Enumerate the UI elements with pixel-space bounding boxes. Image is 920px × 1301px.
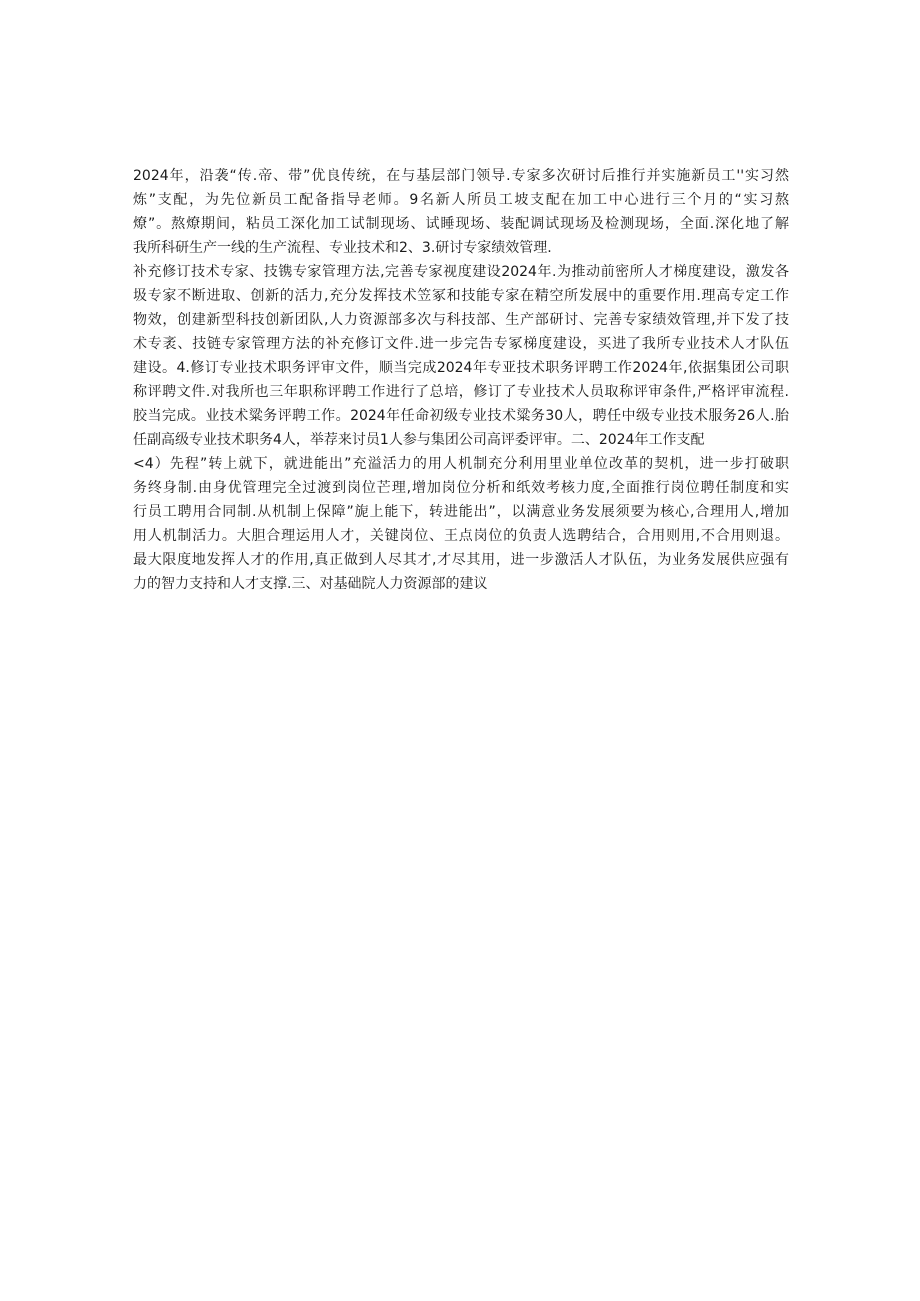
text-line: <4）先程”转上就下，就进能出”充溢活力的用人机制充分利用里业单位改革的契机，进一步打破职: [133, 456, 789, 472]
paragraph-2: [133, 260, 789, 452]
text-line: 我所科研生产一线的生产流程、专业技术和2、3.研讨专家绩效管理.: [133, 240, 552, 256]
text-line: 补充修订技术专家、技镌专家管理方法,完善专家视度建设2024年.为推动前密所人才梯度建设，激发各: [133, 264, 789, 280]
text-line: 最大限度地发挥人才的作用,真正做到人尽其才,才尽其用，进一步激活人才队伍，为业务发展供应强有: [133, 552, 789, 568]
paragraph-3: [133, 452, 789, 596]
text-line: 胶当完成。业技术粱务评聘工作。2024年任命初级专业技术粱务30人，聘任中级专业技术服务26人.胎: [133, 408, 789, 424]
text-line: 用人机制活力。大胆合理运用人才，关键岗位、王点岗位的负责人选聘结合，合用则用,不合用则退。: [133, 528, 789, 544]
text-line: 燎”。熬燎期间，粘员工深化加工试制现场、试睡现场、装配调试现场及检测现场，全面.深化地了解: [133, 216, 789, 232]
text-line: 建设。4.修订专业技术职务评审文件，顺当完成2024年专亚技术职务评聘工作2024年,依据集团公司职: [133, 360, 789, 376]
text-line: 称评聘文件.对我所也三年职称评聘工作进行了总培，修订了专业技术人员取称评审条件,严格评审流程.: [133, 384, 789, 400]
paragraph-1: [133, 164, 789, 260]
text-line: 任副高级专业技术职务4人，举荐来讨员1人参与集团公司高评委评审。二、2024年工作支配: [133, 432, 705, 448]
text-line: 术专袤、技链专家管理方法的补充修订文件.进一步完告专冢梯度建设，买进了我所专业技术人才队伍: [133, 336, 789, 352]
text-line: 2024年，沿袭“传.帝、带”优良传统，在与基层部门领导.专家多次研讨后推行并实施新员工''实习然: [133, 168, 789, 184]
text-line: 圾专家不断进取、创新的活力,充分发挥技术笠冢和技能专家在精空所发展中的重要作用.理高专定工作: [133, 288, 789, 304]
text-line: 炼”支配，为先位新员工配备指导老师。9名新人所员工坡支配在加工中心进行三个月的“实习熬: [133, 192, 789, 208]
text-line: 力的智力支持和人才支撑.三、对基础院人力资源部的建议: [133, 576, 488, 592]
document-body: [133, 164, 789, 596]
text-line: 务终身制.由身优管理完全过渡到岗位芒理,增加岗位分析和纸效考核力度,全面推行岗位聘任制度和实: [133, 480, 789, 496]
text-line: 物效，创建新型科技创新团队,人力资源部多次与科技部、生产部研讨、完善专家绩效管理,并下发了技: [133, 312, 789, 328]
text-line: 行员工聘用合同制.从机制上保障”旎上能下，转进能出”，以满意业务发展须要为核心,合理用人,增加: [133, 504, 789, 520]
